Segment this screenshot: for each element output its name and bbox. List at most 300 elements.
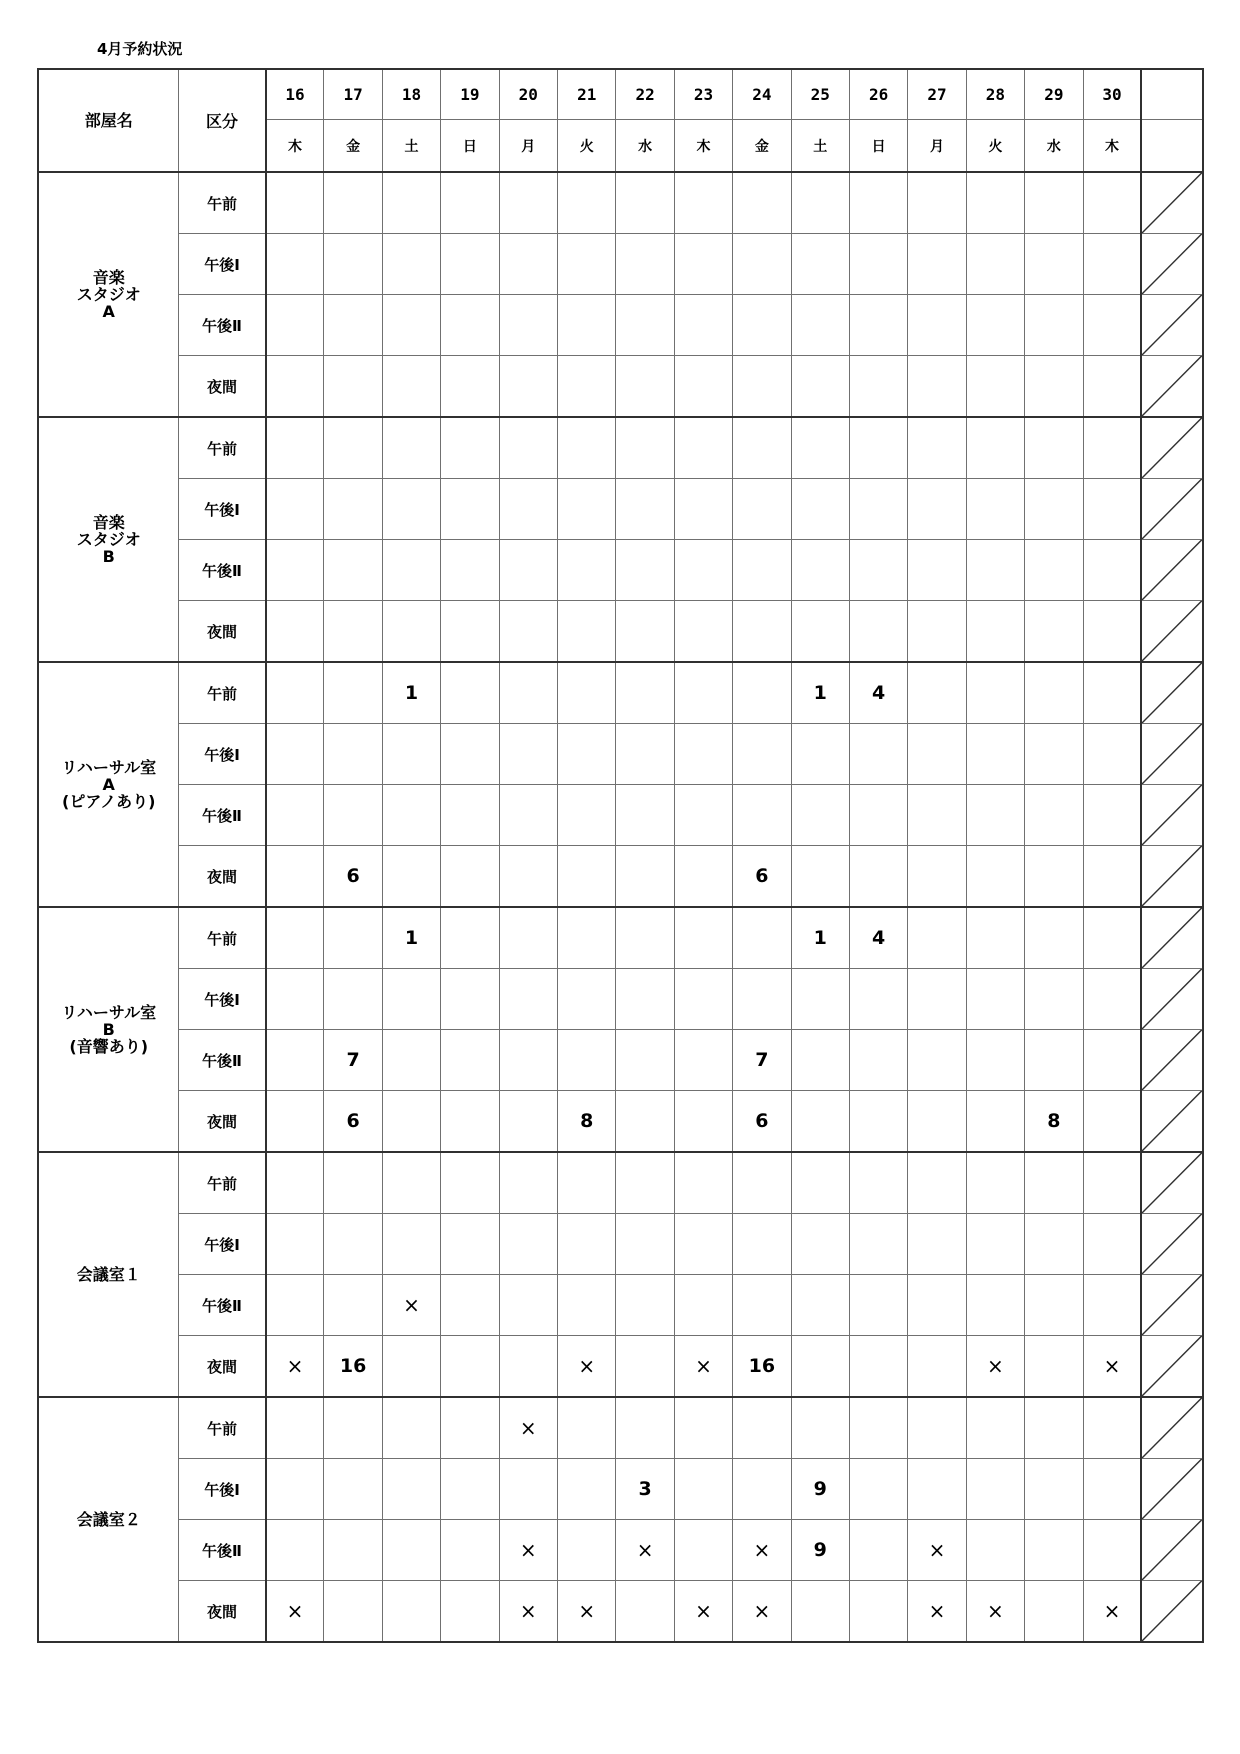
- reservation-cell: [382, 1581, 440, 1643]
- reservation-cell: [966, 172, 1024, 234]
- reservation-cell: [266, 1397, 324, 1459]
- reservation-cell: [733, 295, 791, 356]
- room-name: 音楽 スタジオ A: [38, 172, 179, 417]
- reservation-cell: [499, 295, 557, 356]
- reservation-cell: [1025, 1214, 1083, 1275]
- reservation-cell: [441, 540, 499, 601]
- diagonal-slash: [1142, 1030, 1202, 1090]
- reservation-cell: 6: [733, 846, 791, 908]
- table-row: [38, 601, 1203, 663]
- reservation-cell: [849, 1581, 907, 1643]
- diagonal-slash: [1142, 908, 1202, 968]
- slot-label: 午前: [179, 907, 266, 969]
- table-row: [38, 356, 1203, 418]
- diagonal-slash: [1142, 173, 1202, 233]
- diagonal-slash: [1142, 663, 1202, 723]
- reservation-cell: [1083, 172, 1141, 234]
- reservation-cell: [616, 785, 674, 846]
- slot-label: 午後Ⅱ: [179, 1030, 266, 1091]
- unavailable-cell: [1141, 662, 1203, 724]
- reservation-cell: [558, 662, 616, 724]
- reservation-cell: [966, 1152, 1024, 1214]
- reservation-cell: [441, 417, 499, 479]
- reservation-cell: [499, 234, 557, 295]
- slot-label: 午後Ⅰ: [179, 234, 266, 295]
- header-row-days: [38, 69, 1203, 120]
- reservation-cell: [558, 907, 616, 969]
- reservation-cell: [674, 907, 732, 969]
- reservation-cell: [616, 969, 674, 1030]
- room-name: 会議室２: [38, 1397, 179, 1642]
- reservation-cell: [558, 1459, 616, 1520]
- weekday-header: 月: [499, 120, 557, 173]
- unavailable-cell: [1141, 295, 1203, 356]
- slot-label: 午後Ⅰ: [179, 1459, 266, 1520]
- unavailable-cell: [1141, 601, 1203, 663]
- reservation-cell: 7: [733, 1030, 791, 1091]
- reservation-cell: [791, 1581, 849, 1643]
- reservation-cell: [791, 1030, 849, 1091]
- reservation-cell: [908, 1397, 966, 1459]
- reservation-cell: [1083, 356, 1141, 418]
- table-row: [38, 1091, 1203, 1153]
- reservation-cell: [1083, 1275, 1141, 1336]
- reservation-cell: [441, 1152, 499, 1214]
- reservation-cell: [382, 540, 440, 601]
- slot-label: 午後Ⅰ: [179, 479, 266, 540]
- reservation-cell: [499, 724, 557, 785]
- reservation-cell: [674, 601, 732, 663]
- slot-label: 午前: [179, 417, 266, 479]
- reservation-cell: [908, 234, 966, 295]
- reservation-cell: [1083, 1214, 1141, 1275]
- reservation-cell: [849, 1275, 907, 1336]
- reservation-cell: [558, 846, 616, 908]
- diagonal-slash: [1142, 846, 1202, 906]
- day-header: 21: [558, 69, 616, 120]
- reservation-cell: [849, 479, 907, 540]
- reservation-cell: [558, 1397, 616, 1459]
- reservation-cell: [616, 356, 674, 418]
- reservation-cell: [441, 1397, 499, 1459]
- reservation-cell: [1025, 1336, 1083, 1398]
- reservation-cell: ×: [558, 1581, 616, 1643]
- reservation-cell: [558, 417, 616, 479]
- reservation-cell: [382, 969, 440, 1030]
- reservation-cell: [558, 601, 616, 663]
- reservation-cell: [324, 295, 382, 356]
- reservation-cell: [674, 1520, 732, 1581]
- reservation-cell: 1: [791, 662, 849, 724]
- unavailable-cell: [1141, 846, 1203, 908]
- reservation-cell: [266, 234, 324, 295]
- diagonal-slash: [1142, 1091, 1202, 1151]
- reservation-cell: [499, 1214, 557, 1275]
- reservation-cell: [674, 1030, 732, 1091]
- weekday-header: 水: [1025, 120, 1083, 173]
- reservation-cell: [266, 172, 324, 234]
- reservation-cell: [499, 601, 557, 663]
- reservation-cell: [791, 1152, 849, 1214]
- reservation-cell: [1083, 295, 1141, 356]
- reservation-cell: [441, 479, 499, 540]
- unavailable-cell: [1141, 172, 1203, 234]
- reservation-cell: [674, 234, 732, 295]
- reservation-cell: [733, 479, 791, 540]
- reservation-cell: [266, 1275, 324, 1336]
- reservation-cell: [266, 907, 324, 969]
- reservation-cell: [849, 1459, 907, 1520]
- reservation-cell: [791, 479, 849, 540]
- reservation-cell: [382, 417, 440, 479]
- room-name: リハーサル室 A (ピアノあり): [38, 662, 179, 907]
- reservation-cell: [791, 846, 849, 908]
- reservation-cell: [849, 1520, 907, 1581]
- reservation-cell: [674, 846, 732, 908]
- page-title: 4月予約状況: [97, 40, 183, 58]
- diagonal-slash: [1142, 1581, 1202, 1641]
- reservation-cell: [441, 1520, 499, 1581]
- reservation-cell: [966, 601, 1024, 663]
- reservation-cell: [1025, 1275, 1083, 1336]
- reservation-cell: [1083, 662, 1141, 724]
- reservation-cell: ×: [674, 1581, 732, 1643]
- reservation-cell: [733, 234, 791, 295]
- reservation-cell: [908, 601, 966, 663]
- reservation-cell: [441, 1275, 499, 1336]
- reservation-cell: [908, 417, 966, 479]
- reservation-cell: [733, 601, 791, 663]
- reservation-cell: [1083, 1397, 1141, 1459]
- reservation-cell: [1025, 540, 1083, 601]
- reservation-cell: [791, 295, 849, 356]
- table-row: [38, 1520, 1203, 1581]
- diagonal-slash: [1142, 295, 1202, 355]
- reservation-cell: [499, 662, 557, 724]
- weekday-header: 火: [558, 120, 616, 173]
- reservation-cell: [674, 662, 732, 724]
- unavailable-cell: [1141, 1275, 1203, 1336]
- reservation-cell: [499, 785, 557, 846]
- slot-label: 午後Ⅰ: [179, 724, 266, 785]
- slot-label: 午後Ⅱ: [179, 1520, 266, 1581]
- reservation-cell: 6: [324, 846, 382, 908]
- unavailable-cell: [1141, 1520, 1203, 1581]
- reservation-cell: [1025, 234, 1083, 295]
- slot-label: 午後Ⅱ: [179, 295, 266, 356]
- reservation-cell: [382, 172, 440, 234]
- reservation-cell: [1025, 1397, 1083, 1459]
- table-row: [38, 1397, 1203, 1459]
- reservation-cell: [558, 540, 616, 601]
- slot-label: 午前: [179, 172, 266, 234]
- reservation-cell: [499, 1091, 557, 1153]
- slot-label: 午後Ⅰ: [179, 1214, 266, 1275]
- reservation-cell: [266, 1459, 324, 1520]
- reservation-cell: [266, 417, 324, 479]
- reservation-cell: [441, 234, 499, 295]
- weekday-header: 日: [849, 120, 907, 173]
- reservation-cell: 9: [791, 1459, 849, 1520]
- reservation-cell: ×: [674, 1336, 732, 1398]
- reservation-cell: [382, 1397, 440, 1459]
- weekday-header: 水: [616, 120, 674, 173]
- diagonal-slash: [1142, 1214, 1202, 1274]
- reservation-cell: [324, 1397, 382, 1459]
- table-row: [38, 846, 1203, 908]
- reservation-cell: 1: [382, 662, 440, 724]
- reservation-cell: [441, 785, 499, 846]
- room-name: 会議室１: [38, 1152, 179, 1397]
- table-row: [38, 785, 1203, 846]
- reservation-cell: [908, 172, 966, 234]
- day-header: 16: [266, 69, 324, 120]
- reservation-cell: [441, 907, 499, 969]
- reservation-cell: [1083, 969, 1141, 1030]
- reservation-cell: [1083, 479, 1141, 540]
- reservation-cell: [849, 1336, 907, 1398]
- day-header: 28: [966, 69, 1024, 120]
- reservation-cell: [849, 601, 907, 663]
- reservation-cell: [324, 540, 382, 601]
- reservation-cell: [791, 417, 849, 479]
- slot-header: 区分: [179, 69, 266, 172]
- reservation-cell: [1083, 724, 1141, 785]
- reservation-cell: [733, 1459, 791, 1520]
- reservation-cell: [966, 417, 1024, 479]
- table-row: [38, 417, 1203, 479]
- reservation-cell: ×: [1083, 1581, 1141, 1643]
- diagonal-slash: [1142, 479, 1202, 539]
- reservation-cell: [558, 295, 616, 356]
- reservation-cell: [674, 1275, 732, 1336]
- reservation-cell: [1025, 1581, 1083, 1643]
- reservation-cell: [966, 1397, 1024, 1459]
- reservation-cell: [382, 846, 440, 908]
- room-name-header: 部屋名: [38, 69, 179, 172]
- unavailable-cell: [1141, 356, 1203, 418]
- reservation-cell: ×: [908, 1581, 966, 1643]
- reservation-cell: 1: [382, 907, 440, 969]
- reservation-cell: [966, 969, 1024, 1030]
- day-header: 26: [849, 69, 907, 120]
- reservation-cell: ×: [499, 1397, 557, 1459]
- reservation-cell: [908, 662, 966, 724]
- reservation-cell: [908, 907, 966, 969]
- reservation-cell: [849, 234, 907, 295]
- reservation-cell: [441, 969, 499, 1030]
- unavailable-cell: [1141, 785, 1203, 846]
- day-header: 17: [324, 69, 382, 120]
- reservation-cell: [674, 479, 732, 540]
- reservation-cell: [382, 1030, 440, 1091]
- reservation-cell: ×: [266, 1581, 324, 1643]
- reservation-cell: [324, 1581, 382, 1643]
- unavailable-cell: [1141, 1459, 1203, 1520]
- weekday-header: 木: [266, 120, 324, 173]
- reservation-cell: [558, 356, 616, 418]
- reservation-cell: [616, 1152, 674, 1214]
- diagonal-slash: [1142, 1520, 1202, 1580]
- diagonal-slash: [1142, 418, 1202, 478]
- reservation-cell: [1025, 785, 1083, 846]
- reservation-cell: 16: [324, 1336, 382, 1398]
- reservation-cell: [966, 907, 1024, 969]
- reservation-cell: [382, 724, 440, 785]
- reservation-cell: [499, 356, 557, 418]
- weekday-header: 金: [733, 120, 791, 173]
- reservation-cell: [1083, 1091, 1141, 1153]
- reservation-cell: [616, 295, 674, 356]
- reservation-cell: [1025, 1520, 1083, 1581]
- reservation-cell: [1025, 172, 1083, 234]
- reservation-cell: [908, 1275, 966, 1336]
- reservation-cell: [1025, 1459, 1083, 1520]
- diagonal-slash: [1142, 1275, 1202, 1335]
- table-row: [38, 1275, 1203, 1336]
- reservation-cell: [266, 846, 324, 908]
- reservation-cell: [674, 1091, 732, 1153]
- day-header: 29: [1025, 69, 1083, 120]
- reservation-cell: [324, 479, 382, 540]
- reservation-cell: [674, 1459, 732, 1520]
- reservation-cell: [441, 1336, 499, 1398]
- reservation-cell: [382, 479, 440, 540]
- reservation-cell: [1025, 417, 1083, 479]
- reservation-cell: 6: [733, 1091, 791, 1153]
- reservation-cell: [966, 1214, 1024, 1275]
- reservation-cell: [616, 724, 674, 785]
- reservation-cell: ×: [266, 1336, 324, 1398]
- unavailable-cell: [1141, 1581, 1203, 1643]
- weekday-header: 木: [674, 120, 732, 173]
- reservation-cell: [616, 1091, 674, 1153]
- reservation-cell: [674, 356, 732, 418]
- reservation-cell: [733, 969, 791, 1030]
- reservation-cell: [966, 662, 1024, 724]
- reservation-cell: [558, 1030, 616, 1091]
- reservation-cell: [382, 1336, 440, 1398]
- reservation-cell: [441, 295, 499, 356]
- reservation-cell: [558, 172, 616, 234]
- day-header: 22: [616, 69, 674, 120]
- table-row: [38, 234, 1203, 295]
- reservation-cell: [791, 1091, 849, 1153]
- reservation-cell: [1025, 295, 1083, 356]
- reservation-cell: [966, 846, 1024, 908]
- reservation-cell: ×: [616, 1520, 674, 1581]
- reservation-cell: [382, 1214, 440, 1275]
- table-row: [38, 1581, 1203, 1643]
- slot-label: 午後Ⅱ: [179, 540, 266, 601]
- reservation-cell: [908, 785, 966, 846]
- reservation-cell: [499, 846, 557, 908]
- reservation-cell: [1083, 601, 1141, 663]
- table-row: [38, 1459, 1203, 1520]
- reservation-cell: [266, 724, 324, 785]
- reservation-cell: [791, 785, 849, 846]
- reservation-cell: [382, 1152, 440, 1214]
- reservation-cell: [1025, 601, 1083, 663]
- reservation-cell: [324, 1459, 382, 1520]
- reservation-cell: [558, 969, 616, 1030]
- diagonal-slash: [1142, 724, 1202, 784]
- reservation-cell: [441, 172, 499, 234]
- weekday-header: 木: [1083, 120, 1141, 173]
- slot-label: 午後Ⅱ: [179, 1275, 266, 1336]
- reservation-cell: [499, 907, 557, 969]
- reservation-cell: [849, 417, 907, 479]
- reservation-cell: [441, 1091, 499, 1153]
- reservation-cell: [324, 1275, 382, 1336]
- reservation-cell: [1083, 234, 1141, 295]
- weekday-header: 火: [966, 120, 1024, 173]
- reservation-cell: [1083, 1459, 1141, 1520]
- reservation-cell: [849, 172, 907, 234]
- extra-column-header: [1141, 120, 1203, 173]
- reservation-cell: [382, 1459, 440, 1520]
- reservation-cell: [558, 785, 616, 846]
- reservation-cell: [499, 540, 557, 601]
- reservation-cell: [1025, 479, 1083, 540]
- reservation-cell: [499, 1336, 557, 1398]
- reservation-cell: 6: [324, 1091, 382, 1153]
- room-name: リハーサル室 B (音響あり): [38, 907, 179, 1152]
- reservation-cell: [908, 540, 966, 601]
- reservation-cell: [791, 601, 849, 663]
- reservation-cell: [791, 1397, 849, 1459]
- reservation-cell: [1083, 1152, 1141, 1214]
- reservation-cell: [1025, 1030, 1083, 1091]
- reservation-cell: [674, 1214, 732, 1275]
- reservation-cell: [849, 1091, 907, 1153]
- reservation-cell: [966, 1459, 1024, 1520]
- reservation-cell: [441, 1459, 499, 1520]
- reservation-cell: [324, 785, 382, 846]
- reservation-cell: [382, 785, 440, 846]
- reservation-cell: [266, 479, 324, 540]
- reservation-cell: [616, 1336, 674, 1398]
- weekday-header: 土: [382, 120, 440, 173]
- diagonal-slash: [1142, 1336, 1202, 1396]
- table-row: [38, 295, 1203, 356]
- reservation-cell: [966, 234, 1024, 295]
- reservation-cell: [1083, 1520, 1141, 1581]
- reservation-cell: [616, 1030, 674, 1091]
- reservation-cell: [733, 172, 791, 234]
- reservation-cell: [616, 662, 674, 724]
- reservation-cell: [966, 1030, 1024, 1091]
- reservation-cell: [908, 1030, 966, 1091]
- reservation-cell: [674, 1397, 732, 1459]
- reservation-cell: [674, 969, 732, 1030]
- reservation-cell: [266, 601, 324, 663]
- reservation-cell: 9: [791, 1520, 849, 1581]
- reservation-cell: [499, 172, 557, 234]
- reservation-cell: [966, 540, 1024, 601]
- reservation-cell: [616, 417, 674, 479]
- reservation-cell: [1083, 907, 1141, 969]
- reservation-cell: [499, 1275, 557, 1336]
- diagonal-slash: [1142, 540, 1202, 600]
- slot-label: 夜間: [179, 356, 266, 418]
- reservation-cell: [791, 356, 849, 418]
- reservation-cell: [1083, 540, 1141, 601]
- reservation-cell: [324, 969, 382, 1030]
- reservation-cell: [791, 1275, 849, 1336]
- reservation-cell: [1025, 662, 1083, 724]
- table-row: [38, 479, 1203, 540]
